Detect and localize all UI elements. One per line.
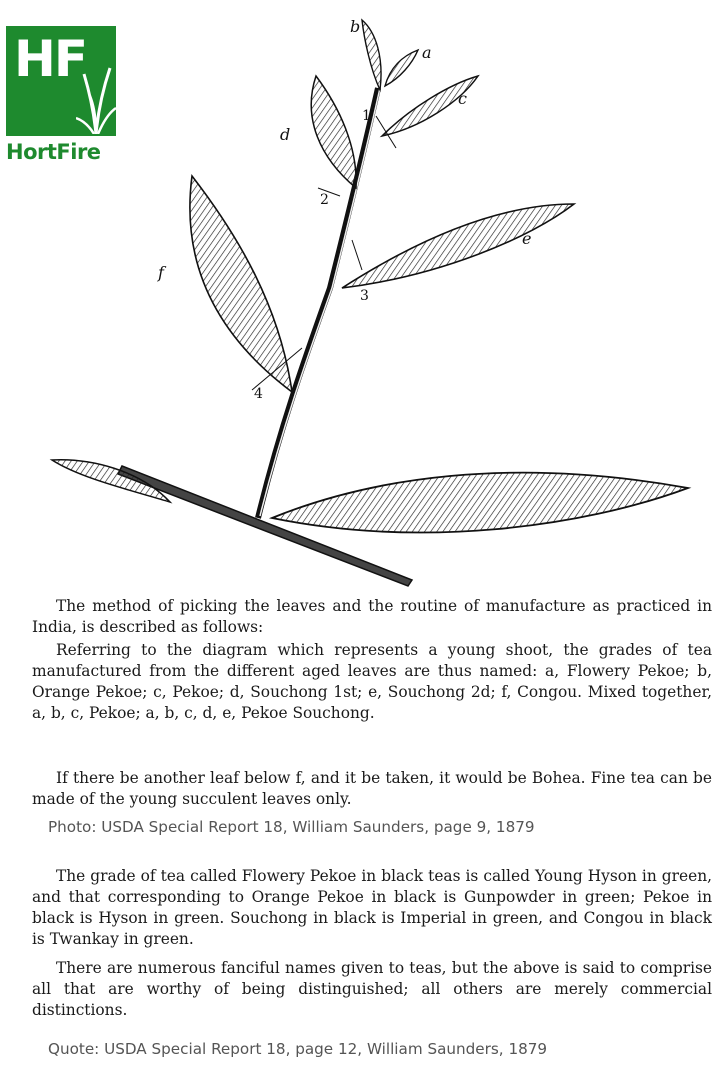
paragraph-green-tea-names: The grade of tea called Flowery Pekoe in black teas is called Young Hyson in green, and that corresponding to Orange Pekoe in black is Gunpowder in green; Pekoe in black is Hyson in green. Souchong in black is Imperial in green, and Congou in black is Twankay in green.: [32, 867, 712, 948]
logo-letters: HF: [14, 30, 87, 88]
paragraph-picking-method: The method of picking the leaves and the routine of manufacture as practiced in India, is described as follows:: [32, 597, 712, 636]
paragraph-grades: Referring to the diagram which represents a young shoot, the grades of tea manufactured from the different aged leaves are thus named: a, Flowery Pekoe; b, Orange Pekoe; c, Pekoe; d, Souchong 1st; e, Souchong 2d; f, Congou. Mixed together, a, b, c, Pekoe; a, b, c, d, e, Pekoe Souchong.: [32, 641, 712, 722]
photo-caption: Photo: USDA Special Report 18, William Saunders, page 9, 1879: [48, 818, 535, 836]
paragraph-fanciful-names: There are numerous fanciful names given to teas, but the above is said to comprise all that are worthy of being distinguished; all others are merely commercial distinctions.: [32, 959, 712, 1019]
leaf-label-a: a: [422, 43, 432, 62]
quote-caption: Quote: USDA Special Report 18, page 12, William Saunders, 1879: [48, 1040, 548, 1058]
node-label-3: 3: [360, 288, 369, 304]
leaf-label-e: e: [522, 229, 532, 248]
logo-name: HortFire: [6, 140, 101, 164]
tea-shoot-drawing: [40, 8, 710, 588]
leaf-label-c: c: [458, 89, 467, 108]
node-label-1: 1: [362, 108, 371, 124]
paragraph-bohea: If there be another leaf below f, and it be taken, it would be Bohea. Fine tea can be made of the young succulent leaves only.: [32, 769, 712, 808]
node-label-2: 2: [320, 192, 329, 208]
leaf-label-f: f: [158, 263, 164, 282]
leaf-label-d: d: [280, 125, 291, 144]
leaf-label-b: b: [350, 17, 361, 36]
node-label-4: 4: [254, 386, 263, 402]
